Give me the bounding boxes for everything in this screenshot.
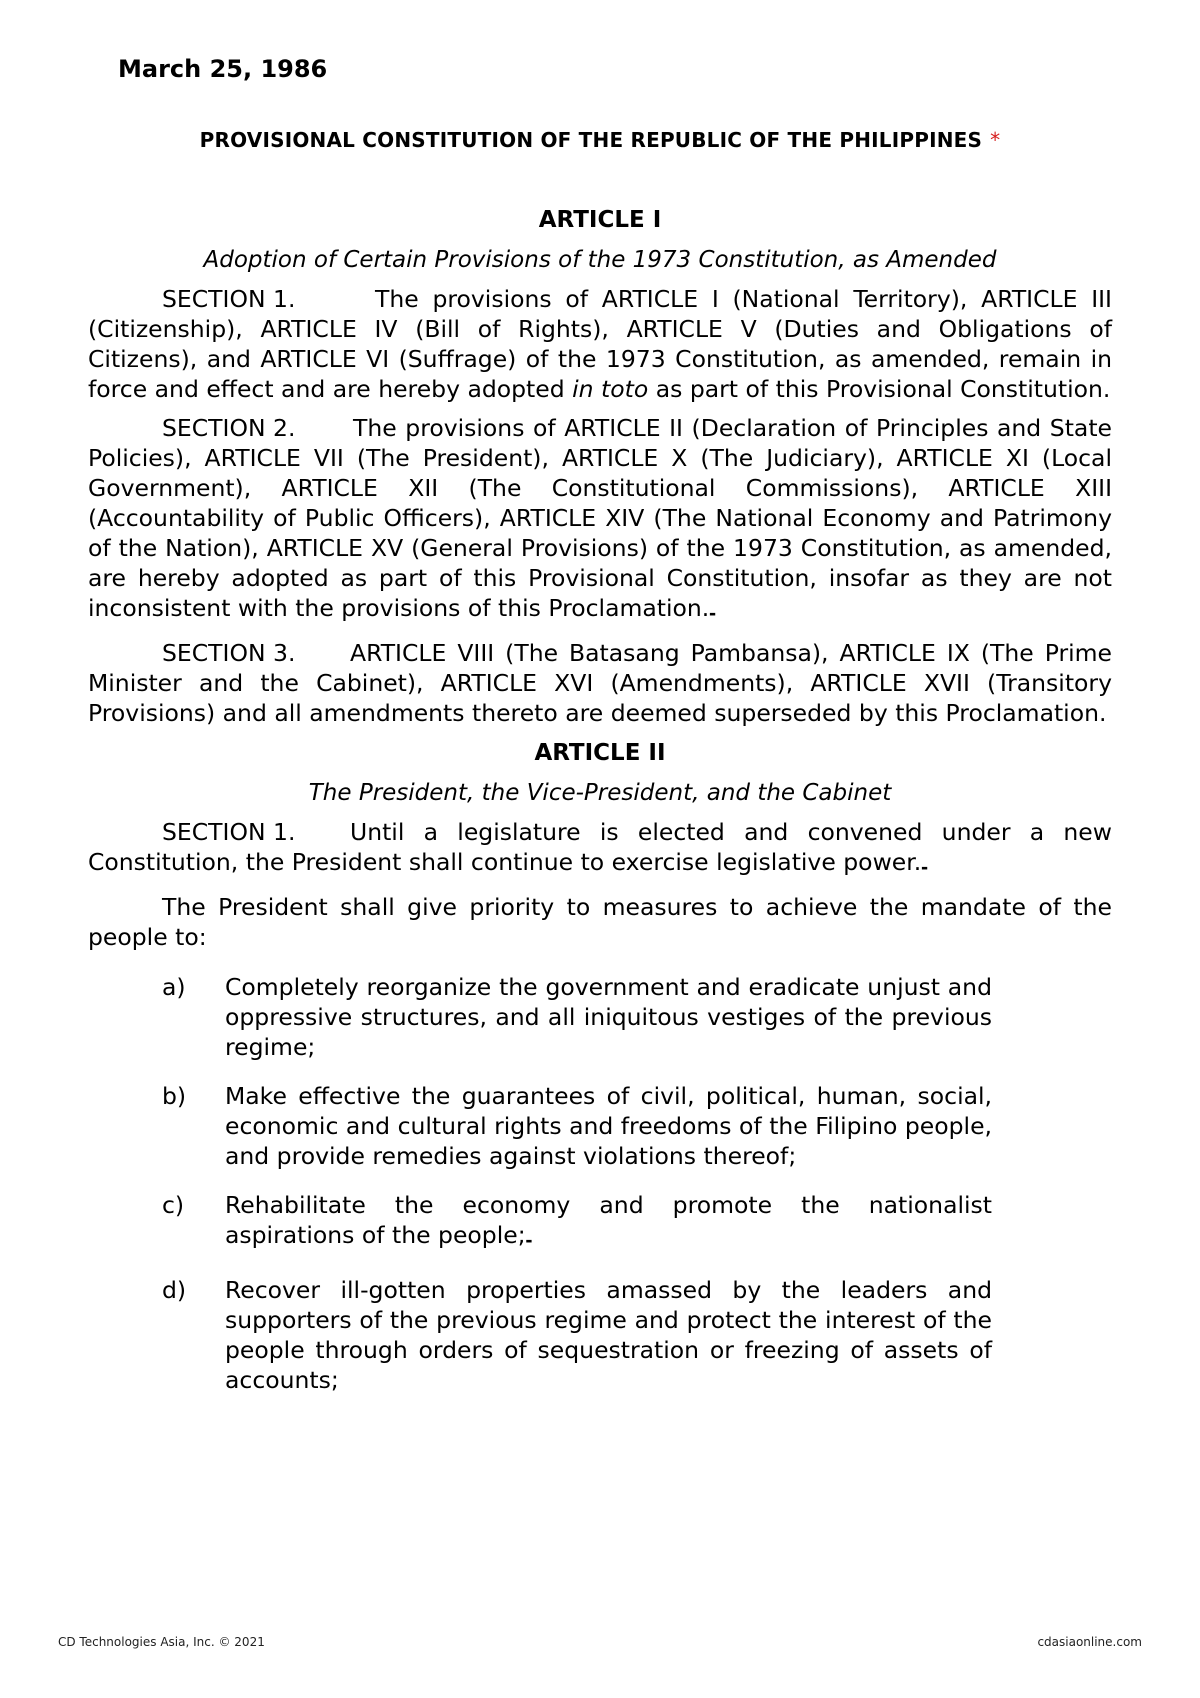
article-2-priority-paragraph: The President shall give priority to measures to achieve the mandate of the people to: — [88, 893, 1112, 951]
document-title-text: PROVISIONAL CONSTITUTION OF THE REPUBLIC OF THE PHILIPPINES — [199, 128, 983, 152]
list-item-letter: c) — [162, 1191, 185, 1219]
list-item-text-body: Rehabilitate the economy and promote the nationalist aspirations of the people; — [225, 1191, 992, 1249]
list-item — [88, 1190, 1112, 1256]
article-1-section-1 — [88, 284, 1112, 404]
title-footnote-marker[interactable]: * — [990, 128, 1001, 152]
list-item-letter: b) — [162, 1082, 187, 1110]
list-item-text: Recover ill-gotten properties amassed by the leaders and supporters of the previous regime and protect the interest of the people through orders of sequestration or freezing of assets of accounts; — [225, 1276, 992, 1394]
section-text: The provisions of ARTICLE I (National Territory), ARTICLE III (Citizenship), ARTICLE IV (Bill of Rights), ARTICLE V (Duties and Obligations of Citizens), and ARTICLE VI (Suffrage) of the 1973 Constitution, as amended, remain in force and effect and are hereby adopted — [88, 285, 1112, 403]
article-2-section-1 — [88, 817, 1112, 883]
article-2-heading: ARTICLE II — [534, 740, 666, 766]
document-page — [88, 48, 1112, 1414]
list-item-text — [225, 1190, 992, 1256]
list-item-letter: a) — [162, 973, 186, 1001]
mandate-list — [88, 972, 1112, 1395]
list-item — [88, 1081, 1112, 1171]
document-title — [88, 127, 1112, 153]
footnote-marker[interactable]: ▬ — [921, 864, 928, 872]
article-1-subheading: Adoption of Certain Provisions of the 1973 Constitution, as Amended — [203, 247, 997, 273]
list-item — [88, 1275, 1112, 1395]
section-text: ARTICLE VIII (The Batasang Pambansa), ARTICLE IX (The Prime Minister and the Cabinet), ARTICLE XVI (Amendments), ARTICLE XVII (Transitory Provisions) and all amendments thereto are deemed superseded by this Proclamation. — [88, 639, 1112, 727]
article-1-section-2 — [88, 413, 1112, 629]
section-label: SECTION 1. — [162, 285, 296, 313]
footer-copyright: CD Technologies Asia, Inc. © 2021 — [58, 1635, 265, 1649]
section-text: The provisions of ARTICLE II (Declaration of Principles and State Policies), ARTICLE VII (The President), ARTICLE X (The Judiciary), ARTICLE XI (Local Government), ARTICLE XII (The Constitutional Commissions), ARTICLE XIII (Accountability of Public Officers), ARTICLE XIV (The National Economy and Patrimony of the Nation), ARTICLE XV (General Provisions) of the 1973 Constitution, as amended, are hereby adopted as part of this Provisional Constitution, insofar as they are not inconsistent with the provisions of this Proclamation. — [88, 414, 1112, 622]
section-label: SECTION 2. — [162, 414, 296, 442]
section-italic-text: in toto — [572, 375, 649, 403]
list-item-letter: d) — [162, 1276, 187, 1304]
list-item-text: Completely reorganize the government and eradicate unjust and oppressive structures, and all iniquitous vestiges of the previous regime; — [225, 973, 992, 1061]
document-date: March 25, 1986 — [118, 55, 328, 83]
article-1-heading: ARTICLE I — [538, 207, 662, 233]
footnote-marker[interactable]: ▬ — [525, 1237, 533, 1245]
section-label: SECTION 3. — [162, 639, 296, 667]
section-label: SECTION 1. — [162, 818, 296, 846]
article-2-subheading: The President, the Vice-President, and the Cabinet — [308, 780, 892, 806]
section-text-end: as part of this Provisional Constitution. — [655, 375, 1111, 403]
footer-website[interactable]: cdasiaonline.com — [1037, 1635, 1142, 1649]
list-item-text: Make effective the guarantees of civil, political, human, social, economic and cultural rights and freedoms of the Filipino people, and provide remedies against violations thereof; — [225, 1082, 992, 1170]
footnote-marker[interactable]: ▬ — [709, 610, 716, 618]
section-text: Until a legislature is elected and convened under a new Constitution, the President shall continue to exercise legislative power. — [88, 818, 1112, 876]
list-item — [88, 972, 1112, 1062]
article-1-section-3 — [88, 638, 1112, 728]
